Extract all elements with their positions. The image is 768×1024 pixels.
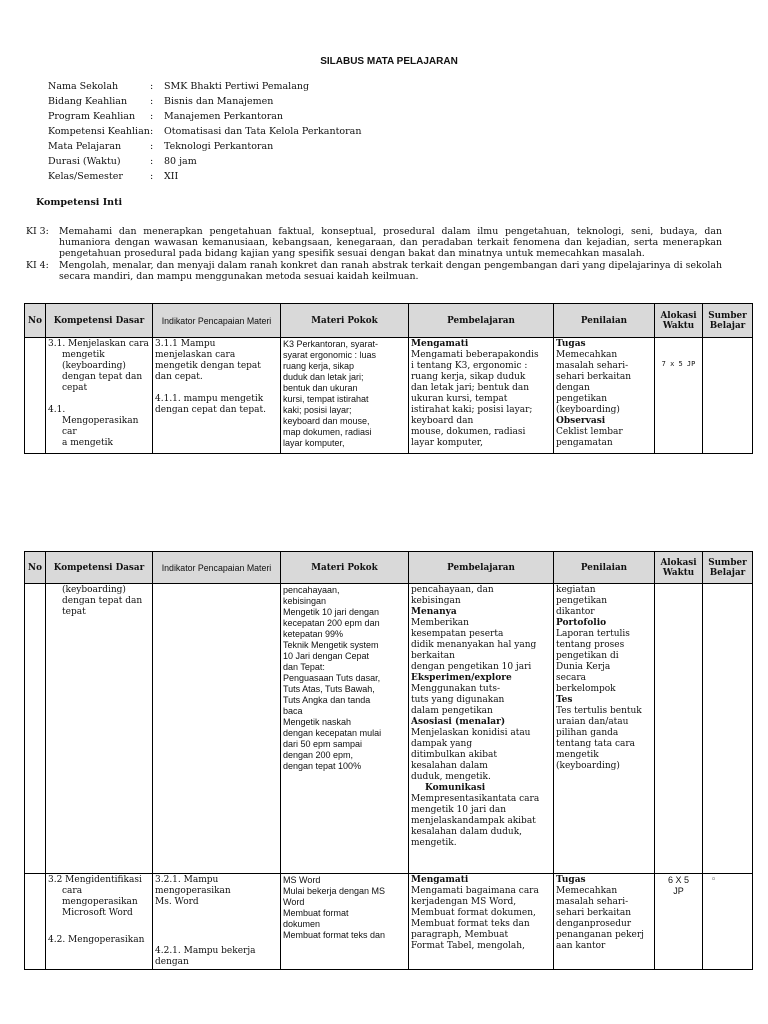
kd-line: Microsoft Word — [62, 908, 133, 918]
pen-line: Memecahkan — [556, 886, 618, 896]
kd-line: mengetik — [62, 350, 105, 360]
kd-line: (keyboarding) — [62, 585, 126, 595]
materi-line: Word — [283, 897, 305, 907]
identity-block — [48, 79, 361, 184]
pen-line: (keyboarding) — [556, 405, 620, 415]
info-colon: : — [150, 141, 154, 152]
pen-line: pengetikan — [556, 394, 608, 404]
cell-materi — [281, 338, 409, 454]
ki-label: KI 4: — [26, 260, 49, 271]
kd-line: cara — [62, 886, 83, 896]
cell-penilaian — [554, 584, 655, 874]
cell-no — [25, 874, 46, 970]
pemb-line: mouse, dokumen, radiasi — [411, 427, 526, 437]
pemb-line: Membuat format dokumen, — [411, 908, 536, 918]
pemb-line: tuts yang digunakan — [411, 695, 505, 705]
kd-line: 4.2. Mengoperasikan — [48, 935, 145, 945]
info-colon: : — [150, 171, 154, 182]
pemb-line: pencahayaan, dan — [411, 585, 494, 595]
cell-sumber — [703, 874, 753, 970]
pen-line: aan kantor — [556, 941, 606, 951]
info-colon: : — [150, 156, 154, 167]
materi-line: Membuat format — [283, 908, 349, 918]
info-row — [48, 109, 361, 124]
materi-line: Tuts Atas, Tuts Bawah, — [283, 684, 375, 694]
header-alokasi: Alokasi Waktu — [655, 304, 703, 338]
ind-line: 4.1.1. mampu mengetik — [155, 394, 264, 404]
info-value: SMK Bhakti Pertiwi Pemalang — [164, 81, 310, 92]
info-value: Otomatisasi dan Tata Kelola Perkantoran — [164, 126, 362, 137]
ki-4 — [26, 260, 722, 282]
header-penilaian: Penilaian — [554, 304, 655, 338]
ind-line: Ms. Word — [155, 897, 199, 907]
pen-line: Ceklist lembar — [556, 427, 623, 437]
materi-line: Penguasaan Tuts dasar, — [283, 673, 381, 683]
materi-line: Mengetik naskah — [283, 717, 352, 727]
cell-alokasi — [655, 338, 703, 454]
header-sumber: Sumber Belajar — [703, 552, 753, 584]
info-row — [48, 94, 361, 109]
pemb-line: ditimbulkan akibat — [411, 750, 498, 760]
pen-line: penanganan pekerj — [556, 930, 644, 940]
header-kd: Kompetensi Dasar — [46, 552, 153, 584]
materi-line: dokumen — [283, 919, 321, 929]
pen-line: tentang proses — [556, 640, 625, 650]
pemb-heading: Menanya — [411, 607, 457, 617]
cell-penilaian — [554, 874, 655, 970]
pemb-line: dan letak jari; bentuk dan — [411, 383, 530, 393]
pemb-line: paragraph, Membuat — [411, 930, 509, 940]
kd-line: Mengoperasikan car — [62, 416, 139, 437]
ind-line: 3.2.1. Mampu mengoperasikan — [155, 875, 231, 896]
pen-line: uraian dan/atau — [556, 717, 629, 727]
info-row — [48, 169, 361, 184]
cell-kd — [46, 584, 153, 874]
pen-line: sehari berkaitan — [556, 372, 632, 382]
header-penilaian: Penilaian — [554, 552, 655, 584]
alokasi-value: 7 x 5 JP — [661, 360, 696, 368]
pemb-heading: Asosiasi (menalar) — [411, 717, 506, 727]
header-indikator: Indikator Pencapaian Materi — [153, 552, 281, 584]
materi-line: 10 Jari dengan Cepat — [283, 651, 370, 661]
pen-line: Dunia Kerja — [556, 662, 611, 672]
materi-line: bentuk dan ukuran — [283, 383, 358, 393]
pemb-line: Menggunakan tuts- — [411, 684, 500, 694]
pen-line: pengamatan — [556, 438, 613, 448]
pemb-line: i tentang K3, ergonomic : — [411, 361, 528, 371]
materi-line: pencahayaan, — [283, 585, 340, 595]
materi-line: syarat ergonomic : luas — [283, 350, 377, 360]
bullet-icon: ◦ — [711, 875, 717, 885]
ind-line: menjelaskan cara — [155, 350, 236, 360]
cell-kd — [46, 874, 153, 970]
pen-line: tentang tata cara — [556, 739, 636, 749]
cell-indikator — [153, 874, 281, 970]
ind-line: 4.2.1. Mampu bekerja dengan — [155, 946, 256, 967]
materi-line: dari 50 epm sampai — [283, 739, 363, 749]
pemb-line: ukuran kursi, tempat — [411, 394, 508, 404]
pemb-heading: Mengamati — [411, 339, 469, 349]
ind-line: dan cepat. — [155, 372, 203, 382]
pen-line: mengetik — [556, 750, 599, 760]
pemb-line: ruang kerja, sikap duduk — [411, 372, 526, 382]
header-pembelajaran: Pembelajaran — [409, 552, 554, 584]
pen-line: pilihan ganda — [556, 728, 619, 738]
pen-line: Memecahkan — [556, 350, 618, 360]
pen-line: pengetikan — [556, 596, 608, 606]
materi-line: ketepatan 99% — [283, 629, 344, 639]
pemb-line: keyboard dan — [411, 416, 474, 426]
syllabus-table-continued — [24, 551, 753, 970]
info-label: Program Keahlian — [48, 111, 136, 122]
info-row — [48, 139, 361, 154]
kd-line: dengan tepat dan — [62, 372, 143, 382]
pemb-line: berkaitan — [411, 651, 455, 661]
pen-heading: Observasi — [556, 416, 606, 426]
pemb-line: mengetik 10 jari dan — [411, 805, 506, 815]
table-row — [25, 338, 753, 454]
ind-line: dengan cepat dan tepat. — [155, 405, 266, 415]
pemb-line: Mengamati bagaimana cara — [411, 886, 539, 896]
pemb-line: dalam pengetikan — [411, 706, 493, 716]
page-title: SILABUS MATA PELAJARAN — [320, 56, 458, 67]
pen-line: secara — [556, 673, 587, 683]
header-indikator: Indikator Pencapaian Materi — [153, 304, 281, 338]
ki-text: Memahami dan menerapkan pengetahuan faktual, konseptual, prosedural dalam ilmu pengetahuan, teknologi, seni, budaya, dan humaniora dengan wawasan kemanusiaan, kebangsaan, kenegaraan, dan peradaban terkait fenomena dan kejadian, serta menerapkan pengetahuan prosedural pada bidang kajian yang spesifik sesuai dengan bakat dan minatnya untuk memecahkan masalah. — [59, 226, 722, 259]
info-label: Kompetensi Keahlian — [48, 126, 150, 137]
pemb-heading: Mengamati — [411, 875, 469, 885]
header-kd: Kompetensi Dasar — [46, 304, 153, 338]
pen-line: pengetikan di — [556, 651, 619, 661]
ki-heading: Kompetensi Inti — [36, 197, 123, 208]
kd-line: a mengetik — [62, 438, 113, 448]
info-colon: : — [150, 81, 154, 92]
header-materi: Materi Pokok — [281, 552, 409, 584]
header-materi: Materi Pokok — [281, 304, 409, 338]
kd-line: (keyboarding) — [62, 361, 126, 371]
kd-line: cepat — [62, 383, 88, 393]
cell-pembelajaran — [409, 874, 554, 970]
kd-line: 3.2 Mengidentifikasi — [48, 875, 142, 885]
alokasi-value: 6 X 5 — [667, 875, 689, 885]
pen-heading: Tugas — [556, 339, 586, 349]
cell-pembelajaran — [409, 338, 554, 454]
materi-line: ruang kerja, sikap — [283, 361, 355, 371]
pen-heading: Tugas — [556, 875, 586, 885]
pemb-line: mengetik. — [411, 838, 457, 848]
syllabus-table — [24, 303, 753, 454]
materi-line: kecepatan 200 epm dan — [283, 618, 380, 628]
header-no: No — [25, 552, 46, 584]
cell-alokasi — [655, 874, 703, 970]
materi-line: MS Word — [283, 875, 321, 885]
info-row — [48, 124, 361, 139]
ki-label: KI 3: — [26, 226, 49, 237]
kd-line: 4.1. — [48, 405, 66, 415]
pen-line: sehari berkaitan — [556, 908, 632, 918]
kd-line: tepat — [62, 607, 86, 617]
kd-line: mengoperasikan — [62, 897, 138, 907]
kd-line: 3.1. Menjelaskan cara — [48, 339, 149, 349]
cell-alokasi — [655, 584, 703, 874]
pemb-line: Mengamati beberapakondis — [411, 350, 539, 360]
ki-text: Mengolah, menalar, dan menyaji dalam ranah konkret dan ranah abstrak terkait dengan pengembangan dari yang dipelajarinya di sekolah secara mandiri, dan mampu menggunakan metoda sesuai kaidah keilmuan. — [59, 260, 722, 282]
materi-line: map dokumen, radiasi — [283, 427, 372, 437]
cell-sumber — [703, 584, 753, 874]
materi-line: layar komputer, — [283, 438, 345, 448]
pen-line: denganprosedur — [556, 919, 632, 929]
info-colon: : — [150, 126, 154, 137]
pen-heading: Portofolio — [556, 618, 607, 628]
pen-heading: Tes — [556, 695, 573, 705]
pen-line: masalah sehari- — [556, 361, 629, 371]
pemb-line: kesalahan dalam — [411, 761, 488, 771]
materi-line: dengan 200 epm, — [283, 750, 354, 760]
pemb-line: istirahat kaki; posisi layar; — [411, 405, 533, 415]
pemb-line: dampak yang — [411, 739, 473, 749]
pemb-line: menjelaskandampak akibat — [411, 816, 536, 826]
info-row — [48, 79, 361, 94]
cell-pembelajaran — [409, 584, 554, 874]
pen-line: kegiatan — [556, 585, 596, 595]
pemb-heading: Komunikasi — [425, 783, 486, 793]
ki-3 — [26, 226, 722, 259]
info-colon: : — [150, 111, 154, 122]
info-label: Kelas/Semester — [48, 171, 123, 182]
pemb-line: layar komputer, — [411, 438, 483, 448]
materi-line: dengan tepat 100% — [283, 761, 362, 771]
alokasi-value: JP — [673, 886, 684, 896]
pen-line: dengan — [556, 383, 590, 393]
info-colon: : — [150, 96, 154, 107]
cell-no — [25, 338, 46, 454]
cell-kd — [46, 338, 153, 454]
pemb-line: Mempresentasikantata cara — [411, 794, 540, 804]
cell-materi — [281, 874, 409, 970]
info-label: Durasi (Waktu) — [48, 156, 121, 167]
info-value: 80 jam — [164, 156, 197, 167]
pemb-heading: Eksperimen/explore — [411, 673, 512, 683]
materi-line: dengan kecepatan mulai — [283, 728, 382, 738]
info-row — [48, 154, 361, 169]
materi-line: Membuat format teks dan — [283, 930, 386, 940]
pemb-line: kerjadengan MS Word, — [411, 897, 517, 907]
materi-line: keyboard dan mouse, — [283, 416, 370, 426]
pemb-line: Memberikan — [411, 618, 469, 628]
cell-no — [25, 584, 46, 874]
cell-indikator — [153, 338, 281, 454]
table-row — [25, 874, 753, 970]
header-alokasi: Alokasi Waktu — [655, 552, 703, 584]
info-value: Bisnis dan Manajemen — [164, 96, 274, 107]
cell-sumber — [703, 338, 753, 454]
cell-indikator — [153, 584, 281, 874]
pen-line: Tes tertulis bentuk — [556, 706, 642, 716]
materi-line: kaki; posisi layar; — [283, 405, 352, 415]
pemb-line: duduk, mengetik. — [411, 772, 491, 782]
materi-line: Mengetik 10 jari dengan — [283, 607, 380, 617]
pemb-line: didik menanyakan hal yang — [411, 640, 537, 650]
materi-line: dan Tepat: — [283, 662, 325, 672]
pen-line: dikantor — [556, 607, 595, 617]
pemb-line: Membuat format teks dan — [411, 919, 530, 929]
pen-line: masalah sehari- — [556, 897, 629, 907]
materi-line: kursi, tempat istirahat — [283, 394, 369, 404]
pemb-line: kebisingan — [411, 596, 461, 606]
info-value: Manajemen Perkantoran — [164, 111, 284, 122]
info-label: Mata Pelajaran — [48, 141, 122, 152]
materi-line: kebisingan — [283, 596, 327, 606]
materi-line: baca — [283, 706, 303, 716]
kd-line: dengan tepat dan — [62, 596, 143, 606]
materi-line: K3 Perkantoran, syarat- — [283, 339, 379, 349]
info-label: Bidang Keahlian — [48, 96, 128, 107]
materi-line: Mulai bekerja dengan MS — [283, 886, 386, 896]
pemb-line: kesalahan dalam duduk, — [411, 827, 523, 837]
pemb-line: kesempatan peserta — [411, 629, 504, 639]
cell-penilaian — [554, 338, 655, 454]
header-pembelajaran: Pembelajaran — [409, 304, 554, 338]
materi-line: duduk dan letak jari; — [283, 372, 364, 382]
info-value: XII — [164, 171, 179, 182]
pen-line: Laporan tertulis — [556, 629, 630, 639]
ind-line: 3.1.1 Mampu — [155, 339, 216, 349]
table-row — [25, 584, 753, 874]
materi-line: Teknik Mengetik system — [283, 640, 379, 650]
pemb-line: Menjelaskan konidisi atau — [411, 728, 531, 738]
info-label: Nama Sekolah — [48, 81, 119, 92]
info-value: Teknologi Perkantoran — [164, 141, 274, 152]
pemb-line: Format Tabel, mengolah, — [411, 941, 525, 951]
pen-line: (keyboarding) — [556, 761, 620, 771]
ind-line: mengetik dengan tepat — [155, 361, 261, 371]
header-sumber: Sumber Belajar — [703, 304, 753, 338]
materi-line: Tuts Angka dan tanda — [283, 695, 371, 705]
pemb-line: dengan pengetikan 10 jari — [411, 662, 532, 672]
header-no: No — [25, 304, 46, 338]
pen-line: berkelompok — [556, 684, 616, 694]
cell-materi — [281, 584, 409, 874]
